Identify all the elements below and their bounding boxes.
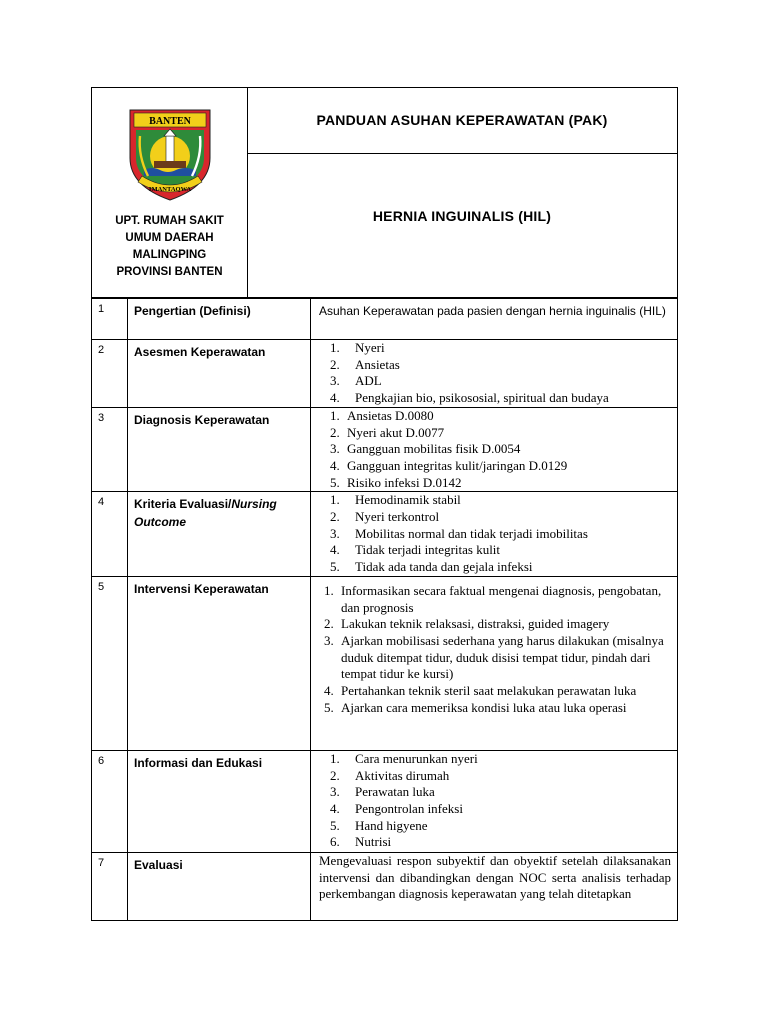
list-item: 4. Gangguan integritas kulit/jaringan D.0129: [343, 458, 671, 475]
table-row: [92, 576, 678, 750]
outcome-list: [319, 492, 671, 576]
row-number: 6: [92, 750, 128, 852]
organization-line: MALINGPING: [132, 249, 207, 261]
row-number: 5: [92, 576, 128, 750]
list-item: 2. Nyeri akut D.0077: [343, 425, 671, 442]
diagnosis-list-cell: [311, 407, 678, 492]
care-guide-table: [91, 298, 678, 921]
table-row: [92, 299, 678, 340]
table-row: [92, 407, 678, 492]
intervention-list: [319, 583, 671, 717]
list-item: 6. Nutrisi: [343, 834, 671, 851]
subtitle-cell: [247, 153, 677, 297]
list-item: 2. Lakukan teknik relaksasi, distraksi, guided imagery: [337, 616, 671, 633]
title-cell: [247, 88, 677, 154]
row-number: 1: [92, 299, 128, 340]
list-item: 5. Hand higyene: [343, 818, 671, 835]
assessment-list: [319, 340, 671, 407]
evaluation-text: Mengevaluasi respon subyektif dan obyektif setelah dilaksanakan intervensi dan dibandingkan dengan NOC serta analisis terhadap perkembangan diagnosis keperawatan yang telah ditetapkan: [311, 852, 678, 920]
diagnosis-list: [319, 408, 671, 492]
row-number: 3: [92, 407, 128, 492]
list-item: 5. Ajarkan cara memeriksa kondisi luka atau luka operasi: [337, 700, 671, 717]
list-item: 2. Ansietas: [343, 357, 671, 374]
organization-line: UMUM DAERAH: [125, 232, 214, 244]
logo-cell: [92, 88, 248, 297]
row-number: 4: [92, 492, 128, 577]
row-label: Pengertian (Definisi): [128, 299, 311, 340]
list-item: 4. Pengkajian bio, psikososial, spiritual dan budaya: [343, 390, 671, 407]
list-item: 4. Pengontrolan infeksi: [343, 801, 671, 818]
list-item: 5. Risiko infeksi D.0142: [343, 475, 671, 492]
row-label: Intervensi Keperawatan: [128, 576, 311, 750]
list-item: 2. Aktivitas dirumah: [343, 768, 671, 785]
row-label: [128, 492, 311, 577]
organization-line: UPT. RUMAH SAKIT: [115, 215, 224, 227]
education-list: [319, 751, 671, 851]
table-row: [92, 750, 678, 852]
list-item: 1. Informasikan secara faktual mengenai diagnosis, pengobatan, dan prognosis: [337, 583, 671, 616]
outcome-list-cell: [311, 492, 678, 577]
list-item: 4. Tidak terjadi integritas kulit: [343, 542, 671, 559]
table-row: [92, 492, 678, 577]
assessment-list-cell: [311, 340, 678, 408]
document-title: PANDUAN ASUHAN KEPERAWATAN (PAK): [316, 112, 608, 128]
list-item: 3. ADL: [343, 373, 671, 390]
list-item: 3. Ajarkan mobilisasi sederhana yang harus dilakukan (misalnya duduk ditempat tidur, duduk disisi tempat tidur, pindah dari tempat tidur ke kursi): [337, 633, 671, 683]
list-item: 1. Nyeri: [343, 340, 671, 357]
education-list-cell: [311, 750, 678, 852]
list-item: 1. Ansietas D.0080: [343, 408, 671, 425]
document-subtitle: HERNIA INGUINALIS (HIL): [372, 208, 552, 224]
logo-top-text: BANTEN: [149, 116, 191, 127]
list-item: 1. Hemodinamik stabil: [343, 492, 671, 509]
table-row: [92, 852, 678, 920]
banten-emblem-logo: [124, 106, 216, 204]
table-row: [92, 340, 678, 408]
organization-line: PROVINSI BANTEN: [116, 266, 223, 278]
row-label: Asesmen Keperawatan: [128, 340, 311, 408]
row-label: Evaluasi: [128, 852, 311, 920]
row-label-part: Kriteria Evaluasi/: [134, 497, 232, 512]
logo-bottom-text: IMANTAQWA: [148, 186, 192, 193]
list-item: 3. Perawatan luka: [343, 784, 671, 801]
list-item: 3. Mobilitas normal dan tidak terjadi imobilitas: [343, 526, 671, 543]
list-item: 5. Tidak ada tanda dan gejala infeksi: [343, 559, 671, 576]
row-label: Diagnosis Keperawatan: [128, 407, 311, 492]
list-item: 3. Gangguan mobilitas fisik D.0054: [343, 441, 671, 458]
row-number: 2: [92, 340, 128, 408]
intervention-list-cell: [311, 576, 678, 750]
list-item: 1. Cara menurunkan nyeri: [343, 751, 671, 768]
organization-name: [92, 213, 247, 281]
list-item: 2. Nyeri terkontrol: [343, 509, 671, 526]
definition-text: Asuhan Keperawatan pada pasien dengan hernia inguinalis (HIL): [311, 299, 678, 340]
row-number: 7: [92, 852, 128, 920]
list-item: 4. Pertahankan teknik steril saat melakukan perawatan luka: [337, 683, 671, 700]
document-header: [91, 87, 678, 298]
row-label: Informasi dan Edukasi: [128, 750, 311, 852]
row-label-italic: Nursing Outcome: [134, 497, 277, 530]
